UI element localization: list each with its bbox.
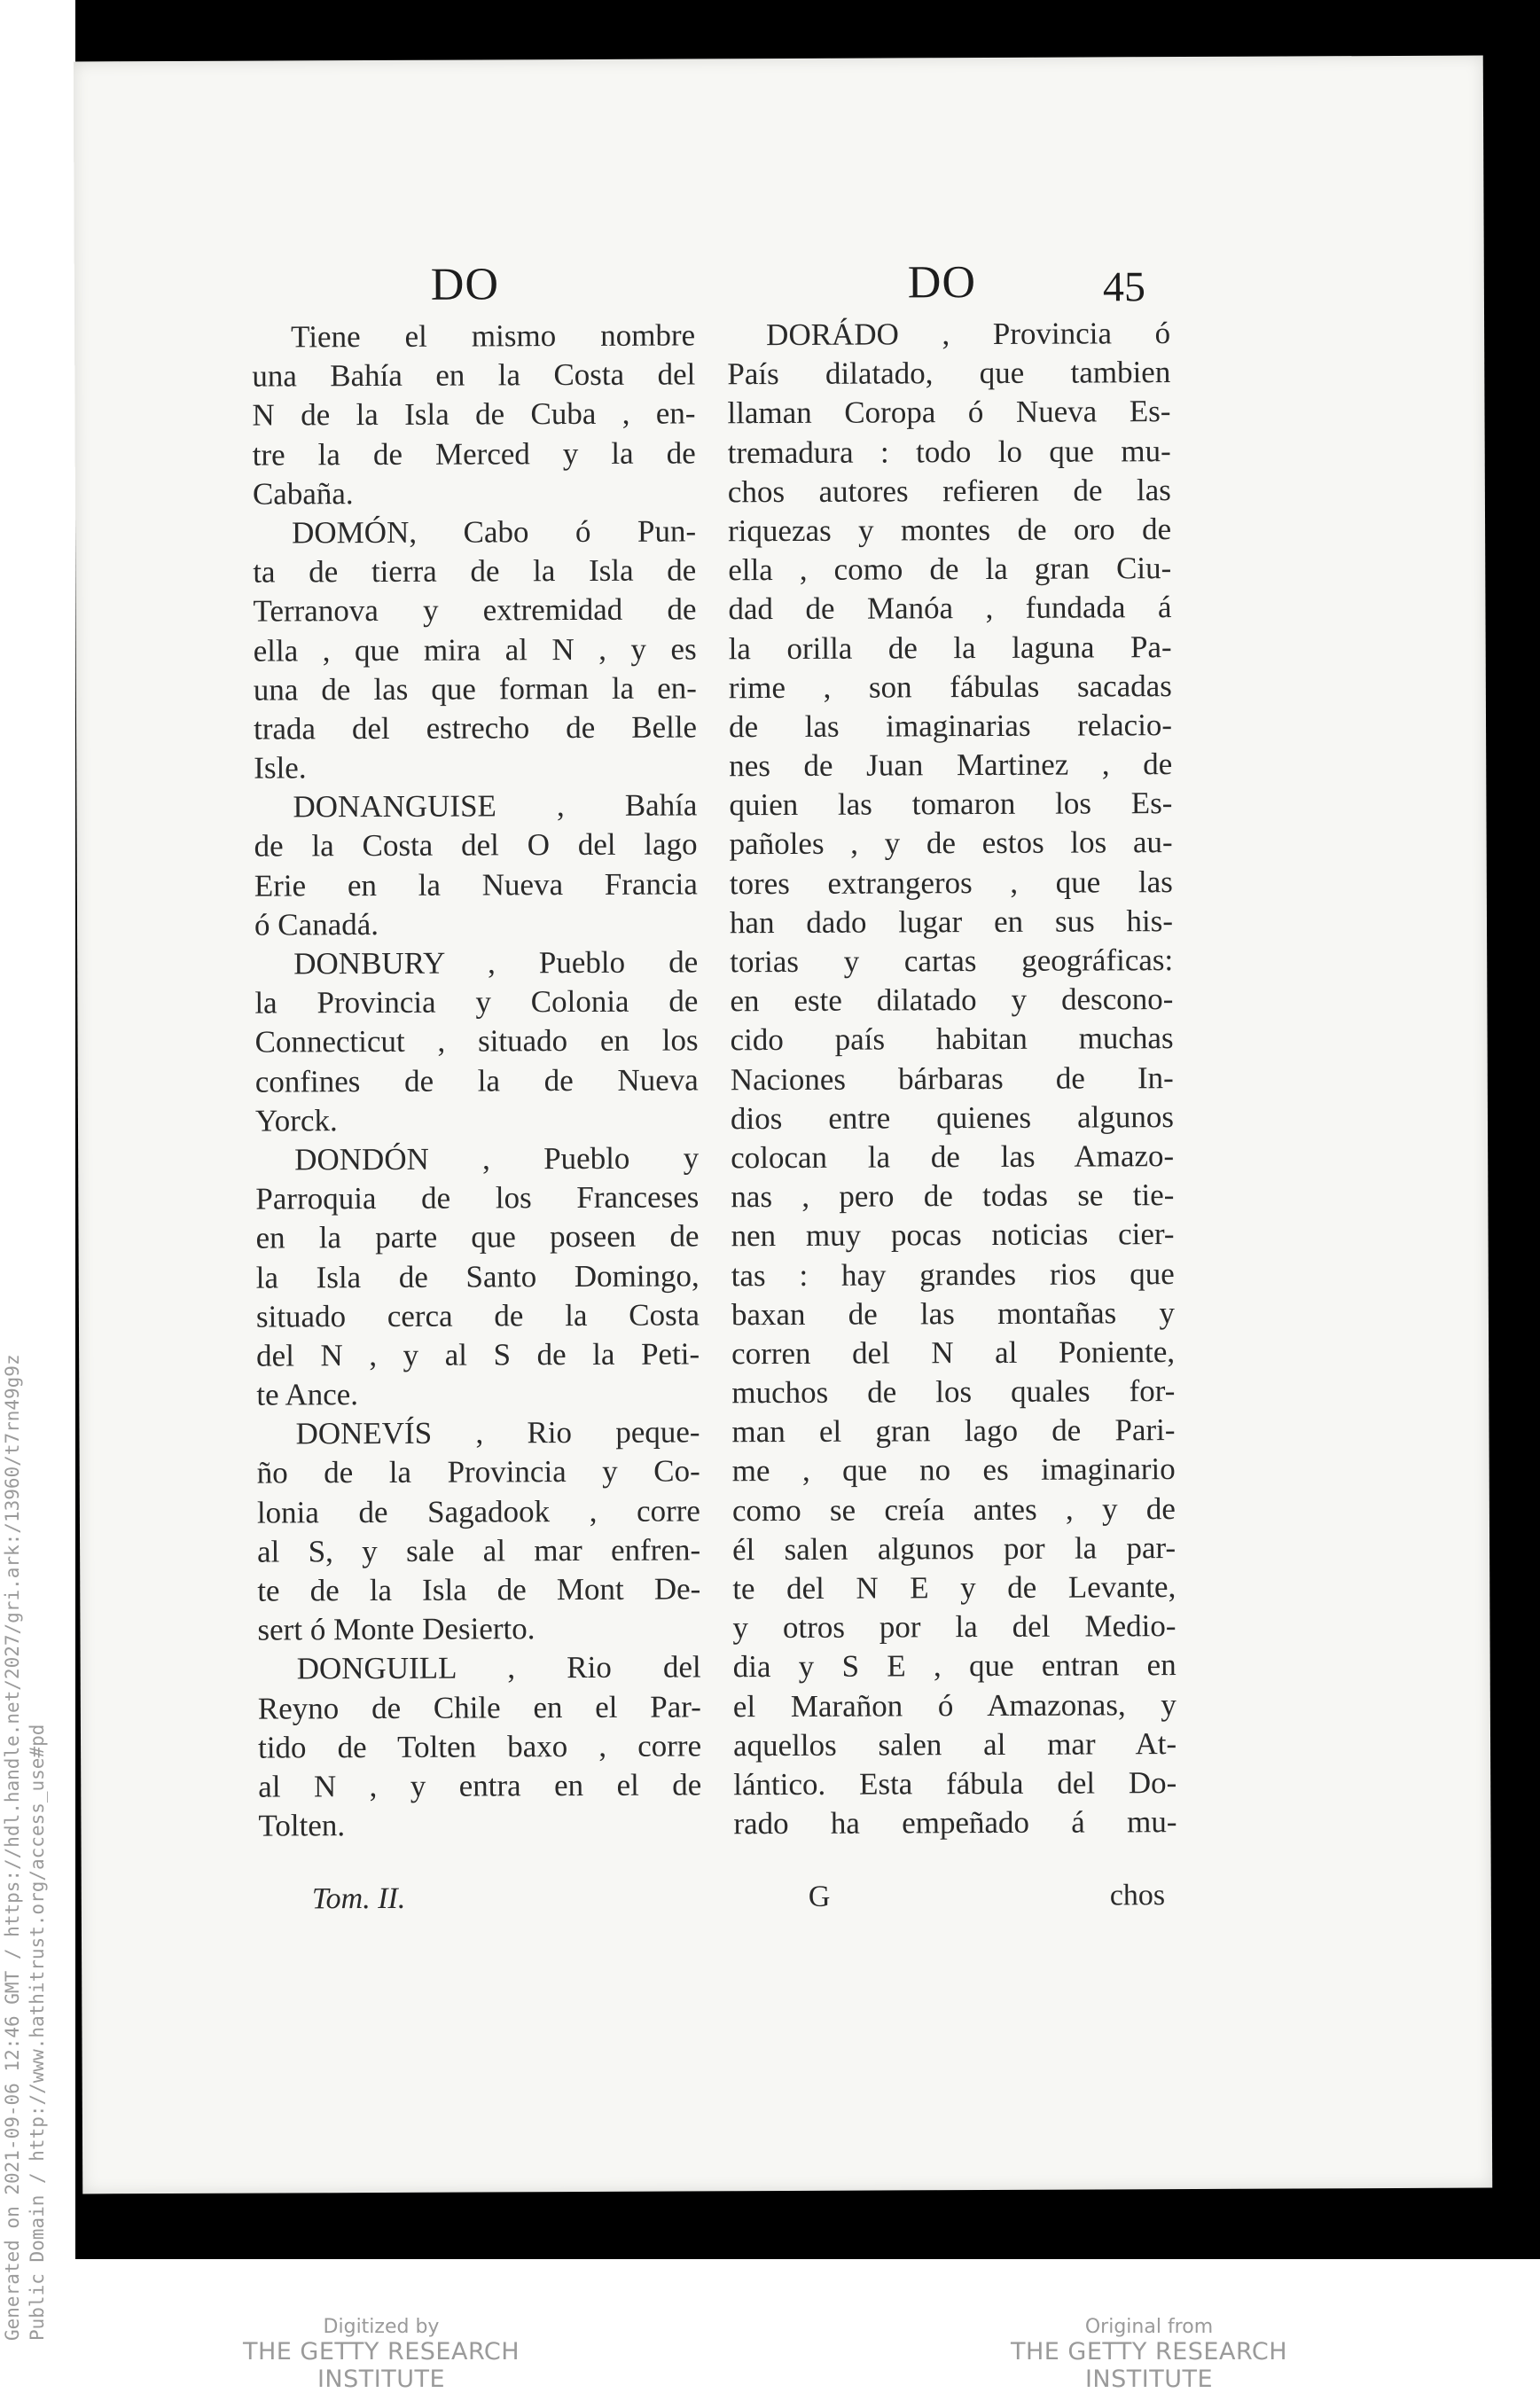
text-line: trada del estrecho de Belle [253, 709, 698, 747]
text-line: man el gran lago de Pari- [731, 1412, 1176, 1450]
text-line: nen muy pocas noticias cier- [731, 1216, 1175, 1254]
text-line: Tolten. [258, 1808, 346, 1843]
text-line: confines de la de Nueva [254, 1061, 699, 1099]
text-line: del N , y al S de la Peti- [256, 1336, 700, 1373]
text-line: nas , pero de todas se tie- [731, 1177, 1175, 1215]
text-line: aquellos salen al mar At- [732, 1725, 1177, 1763]
text-line: tas : hay grandes rios que [731, 1255, 1175, 1293]
text-line: sert ó Monte Desierto. [257, 1611, 535, 1647]
text-line: DONDÓN , Pueblo y [294, 1140, 700, 1177]
text-line: te Ance. [256, 1377, 359, 1412]
text-line: corren del N al Poniente, [731, 1333, 1176, 1372]
text-line: dios entre quienes algunos [730, 1099, 1175, 1137]
text-line: Cabaña. [252, 475, 354, 512]
text-line: nes de Juan Martinez , de [729, 747, 1173, 784]
text-line: cido país habitan muchas [730, 1021, 1174, 1058]
running-header-right: DO [907, 257, 977, 309]
running-header-left: DO [430, 259, 500, 310]
text-line: Isle. [254, 750, 307, 786]
right-text-column [727, 314, 1177, 1843]
text-line: de la Costa del O del lago [254, 826, 698, 864]
original-institution: THE GETTY RESEARCH INSTITUTE [1010, 2338, 1288, 2393]
watermark-line-1: Generated on 2021-09-06 12:46 GMT / https://hdl.handle.net/2027/gri.ark:/13960/t7rn49g9z [2, 1354, 23, 2341]
text-line: han dado lugar en sus his- [729, 903, 1174, 941]
text-line: dia y S E , que entran en [732, 1647, 1176, 1685]
text-line: torias y cartas geográficas: [730, 942, 1174, 980]
text-line: tido de Tolten baxo , corre [257, 1728, 702, 1765]
text-line: la orilla de la laguna Pa- [728, 629, 1172, 666]
text-line: lonia de Sagadook , corre [256, 1493, 700, 1530]
text-line: DONANGUISE , Bahía [293, 787, 698, 825]
text-line: tremadura : todo lo que mu- [727, 433, 1171, 470]
text-line: País dilatado, que tambien [727, 355, 1171, 392]
text-line: Yorck. [254, 1102, 338, 1138]
text-line: Connecticut , situado en los [254, 1022, 699, 1060]
digitized-label: Digitized by [323, 2316, 440, 2338]
digitized-institution: THE GETTY RESEARCH INSTITUTE [242, 2338, 520, 2393]
text-line: ó Canadá. [254, 906, 379, 942]
signature-mark: G [808, 1880, 831, 1913]
page-number: 45 [1102, 263, 1145, 311]
text-line: rado ha empeñado á mu- [733, 1804, 1177, 1842]
text-line: ella , que mira al N , y es [253, 630, 697, 669]
text-line: en este dilatado y descono- [730, 981, 1174, 1019]
text-line: baxan de las montañas y [731, 1294, 1176, 1332]
left-text-column [252, 316, 702, 1845]
text-line: N de la Isla de Cuba , en- [252, 395, 696, 433]
text-line: una Bahía en la Costa del [252, 356, 696, 394]
digitized-by-credit [177, 2316, 585, 2393]
hathitrust-watermark [0, 1354, 50, 2341]
text-line: chos autores refieren de las [727, 472, 1171, 510]
catchword: chos [1109, 1879, 1166, 1912]
text-line: riquezas y montes de oro de [727, 512, 1172, 549]
text-line: me , que no es imaginario [731, 1451, 1176, 1489]
text-line: la Provincia y Colonia de [254, 983, 699, 1021]
text-line: Parroquia de los Franceses [255, 1179, 700, 1216]
text-line: DONBURY , Pueblo de [293, 944, 699, 981]
watermark-line-2: Public Domain / http://www.hathitrust.org/access_use#pd [27, 1724, 48, 2341]
text-line: Erie en la Nueva Francia [254, 866, 698, 903]
text-line: lántico. Esta fábula del Do- [733, 1765, 1177, 1803]
text-line: como se creía antes , y de [731, 1490, 1176, 1528]
text-line: Naciones bárbaras de In- [730, 1060, 1174, 1097]
text-line: te de la Isla de Mont De- [257, 1571, 701, 1608]
text-line: DONGUILL , Rio del [296, 1649, 701, 1686]
text-line: el Marañon ó Amazonas, y [732, 1686, 1176, 1724]
text-line: situado cerca de la Costa [255, 1297, 700, 1334]
text-line: la Isla de Santo Domingo, [255, 1257, 700, 1295]
text-line: Tiene el mismo nombre [291, 317, 696, 355]
original-from-credit [945, 2316, 1353, 2393]
text-line: ta de tierra de la Isla de [253, 552, 697, 590]
text-line: muchos de los quales for- [731, 1373, 1176, 1411]
book-page [74, 56, 1492, 2194]
text-line: al S, y sale al mar enfren- [257, 1532, 701, 1569]
text-line: en la parte que poseen de [255, 1218, 700, 1255]
text-line: llaman Coropa ó Nueva Es- [727, 394, 1171, 431]
text-line: te del N E y de Levante, [732, 1569, 1176, 1607]
text-line: quien las tomaron los Es- [729, 786, 1173, 823]
text-line: Reyno de Chile en el Par- [257, 1688, 701, 1726]
text-line: y otros por la del Medio- [732, 1608, 1176, 1646]
text-line: tre la de Merced y la de [252, 434, 696, 473]
volume-mark: Tom. II. [311, 1881, 406, 1916]
text-line: Terranova y extremidad de [253, 591, 697, 629]
text-line: él salen algunos por la par- [732, 1529, 1176, 1568]
text-line: rime , son fábulas sacadas [728, 668, 1172, 705]
text-line: una de las que forman la en- [253, 670, 697, 708]
text-line: tores extrangeros , que las [729, 864, 1173, 901]
text-line: pañoles , y de estos los au- [729, 825, 1173, 862]
text-line: DORÁDO , Provincia ó [766, 316, 1171, 353]
text-line: de las imaginarias relacio- [728, 707, 1173, 745]
text-line: DONEVÍS , Rio peque- [295, 1414, 700, 1451]
text-line: ella , como de la gran Ciu- [728, 551, 1172, 588]
text-line: al N , y entra en el de [258, 1767, 702, 1804]
text-line: dad de Manóa , fundada á [728, 590, 1172, 627]
text-line: DOMÓN, Cabo ó Pun- [291, 513, 697, 551]
text-line: colocan la de las Amazo- [731, 1138, 1175, 1176]
text-line: ño de la Provincia y Co- [256, 1453, 700, 1491]
original-label: Original from [1084, 2316, 1214, 2338]
